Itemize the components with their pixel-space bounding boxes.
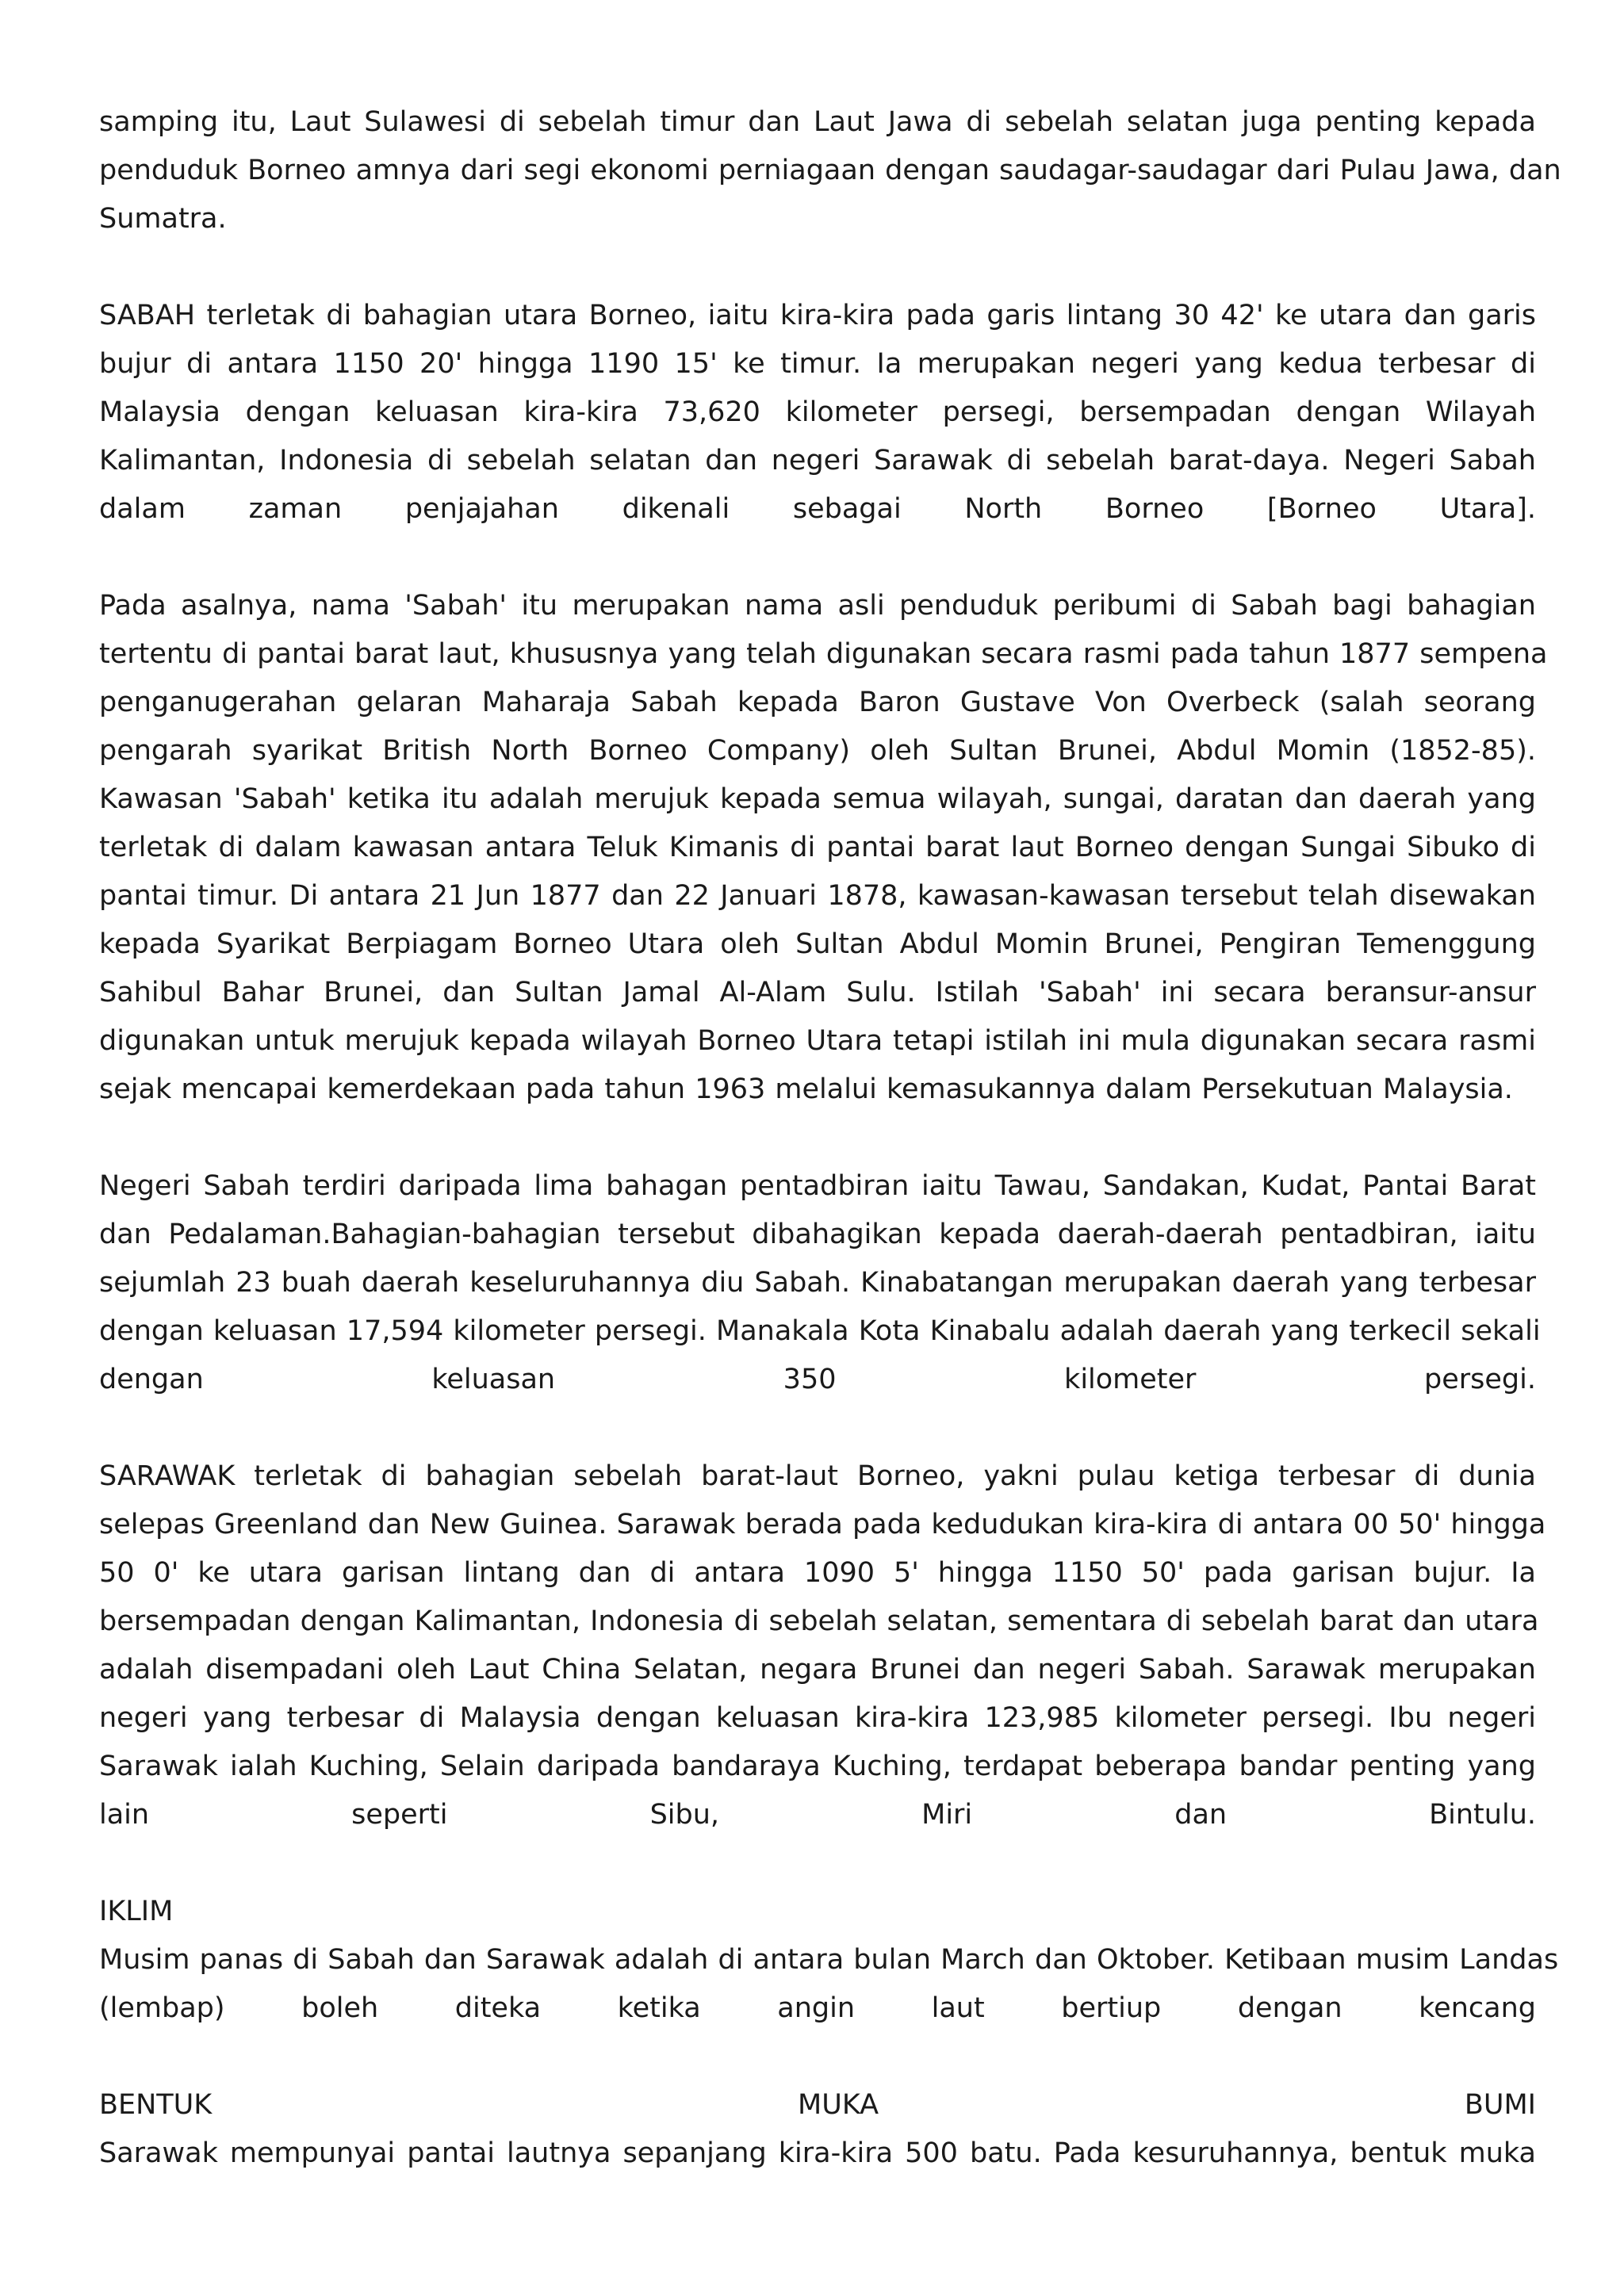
- text-line: penduduk Borneo amnya dari segi ekonomi perniagaan dengan saudagar-saudagar dari Pulau Jawa, dan: [99, 155, 1561, 186]
- text-line: Pada asalnya, nama 'Sabah' itu merupakan nama asli penduduk peribumi di Sabah bagi bahagian: [99, 590, 1536, 622]
- paragraph-4: [99, 1162, 1541, 1404]
- text-line: Sarawak mempunyai pantai lautnya sepanjang kira-kira 500 batu. Pada kesuruhannya, bentuk muka: [99, 2137, 1536, 2169]
- text-line: Malaysia dengan keluasan kira-kira 73,620 kilometer persegi, bersempadan dengan Wilayah: [99, 396, 1536, 428]
- text-line: Sahibul Bahar Brunei, dan Sultan Jamal Al-Alam Sulu. Istilah 'Sabah' ini secara beransur-ansur: [99, 977, 1536, 1008]
- text-line: penganugerahan gelaran Maharaja Sabah kepada Baron Gustave Von Overbeck (salah seorang: [99, 687, 1536, 718]
- text-line: Negeri Sabah terdiri daripada lima bahagan pentadbiran iaitu Tawau, Sandakan, Kudat, Pantai Barat: [99, 1170, 1536, 1202]
- paragraph-3: [99, 582, 1548, 1114]
- paragraph-2: [99, 292, 1536, 534]
- text-line: digunakan untuk merujuk kepada wilayah Borneo Utara tetapi istilah ini mula digunakan secara rasmi: [99, 1025, 1536, 1057]
- text-line: Kawasan 'Sabah' ketika itu adalah merujuk kepada semua wilayah, sungai, daratan dan daerah yang: [99, 783, 1536, 815]
- text-line: dan Pedalaman.Bahagian-bahagian tersebut dibahagikan kepada daerah-daerah pentadbiran, iaitu: [99, 1219, 1536, 1250]
- text-line: tertentu di pantai barat laut, khususnya yang telah digunakan secara rasmi pada tahun 1877 sempena: [99, 638, 1548, 670]
- text-line: (lembap) boleh diteka ketika angin laut bertiup dengan kencang: [99, 1992, 1536, 2024]
- text-line: pengarah syarikat British North Borneo Company) oleh Sultan Brunei, Abdul Momin (1852-85).: [99, 735, 1536, 767]
- text-line: pantai timur. Di antara 21 Jun 1877 dan 22 Januari 1878, kawasan-kawasan tersebut telah disewakan: [99, 880, 1536, 912]
- section-iklim: [99, 1888, 1559, 2033]
- text-line: dengan keluasan 17,594 kilometer persegi. Manakala Kota Kinabalu adalah daerah yang terkecil sekali: [99, 1315, 1541, 1347]
- paragraph-5: [99, 1452, 1546, 1839]
- text-line: selepas Greenland dan New Guinea. Sarawak berada pada kedudukan kira-kira di antara 00 50' hingga: [99, 1509, 1546, 1540]
- text-line: bersempadan dengan Kalimantan, Indonesia di sebelah selatan, sementara di sebelah barat dan utara: [99, 1605, 1539, 1637]
- text-line: SARAWAK terletak di bahagian sebelah barat-laut Borneo, yakni pulau ketiga terbesar di dunia: [99, 1460, 1536, 1492]
- text-line: Musim panas di Sabah dan Sarawak adalah di antara bulan March dan Oktober. Ketibaan musim Landas: [99, 1944, 1559, 1976]
- text-line: Sarawak ialah Kuching, Selain daripada bandaraya Kuching, terdapat beberapa bandar penting yang: [99, 1751, 1536, 1782]
- text-line: 50 0' ke utara garisan lintang dan di antara 1090 5' hingga 1150 50' pada garisan bujur. Ia: [99, 1557, 1536, 1589]
- text-line: SABAH terletak di bahagian utara Borneo, iaitu kira-kira pada garis lintang 30 42' ke utara dan garis: [99, 300, 1536, 331]
- section-bentuk-muka-bumi: [99, 2081, 1536, 2178]
- text-line: sejumlah 23 buah daerah keseluruhannya diu Sabah. Kinabatangan merupakan daerah yang terbesar: [99, 1267, 1536, 1299]
- text-line: samping itu, Laut Sulawesi di sebelah timur dan Laut Jawa di sebelah selatan juga penting kepada: [99, 106, 1536, 138]
- text-line: bujur di antara 1150 20' hingga 1190 15' ke timur. Ia merupakan negeri yang kedua terbesar di: [99, 348, 1536, 380]
- text-line: sejak mencapai kemerdekaan pada tahun 1963 melalui kemasukannya dalam Persekutuan Malaysia.: [99, 1073, 1513, 1105]
- section-heading: BENTUK MUKA BUMI: [99, 2089, 1536, 2121]
- text-line: adalah disempadani oleh Laut China Selatan, negara Brunei dan negeri Sabah. Sarawak merupakan: [99, 1654, 1536, 1686]
- text-line: negeri yang terbesar di Malaysia dengan keluasan kira-kira 123,985 kilometer persegi. Ibu negeri: [99, 1702, 1536, 1734]
- text-line: Kalimantan, Indonesia di sebelah selatan dan negeri Sarawak di sebelah barat-daya. Negeri Sabah: [99, 445, 1536, 476]
- text-line: Sumatra.: [99, 203, 227, 235]
- text-line: lain seperti Sibu, Miri dan Bintulu.: [99, 1799, 1536, 1831]
- text-line: dalam zaman penjajahan dikenali sebagai North Borneo [Borneo Utara].: [99, 493, 1536, 525]
- text-line: terletak di dalam kawasan antara Teluk Kimanis di pantai barat laut Borneo dengan Sungai Sibuko di: [99, 832, 1536, 863]
- section-heading: IKLIM: [99, 1896, 174, 1927]
- text-line: kepada Syarikat Berpiagam Borneo Utara oleh Sultan Abdul Momin Brunei, Pengiran Temenggung: [99, 928, 1536, 960]
- paragraph-1: [99, 98, 1561, 243]
- text-line: dengan keluasan 350 kilometer persegi.: [99, 1364, 1536, 1395]
